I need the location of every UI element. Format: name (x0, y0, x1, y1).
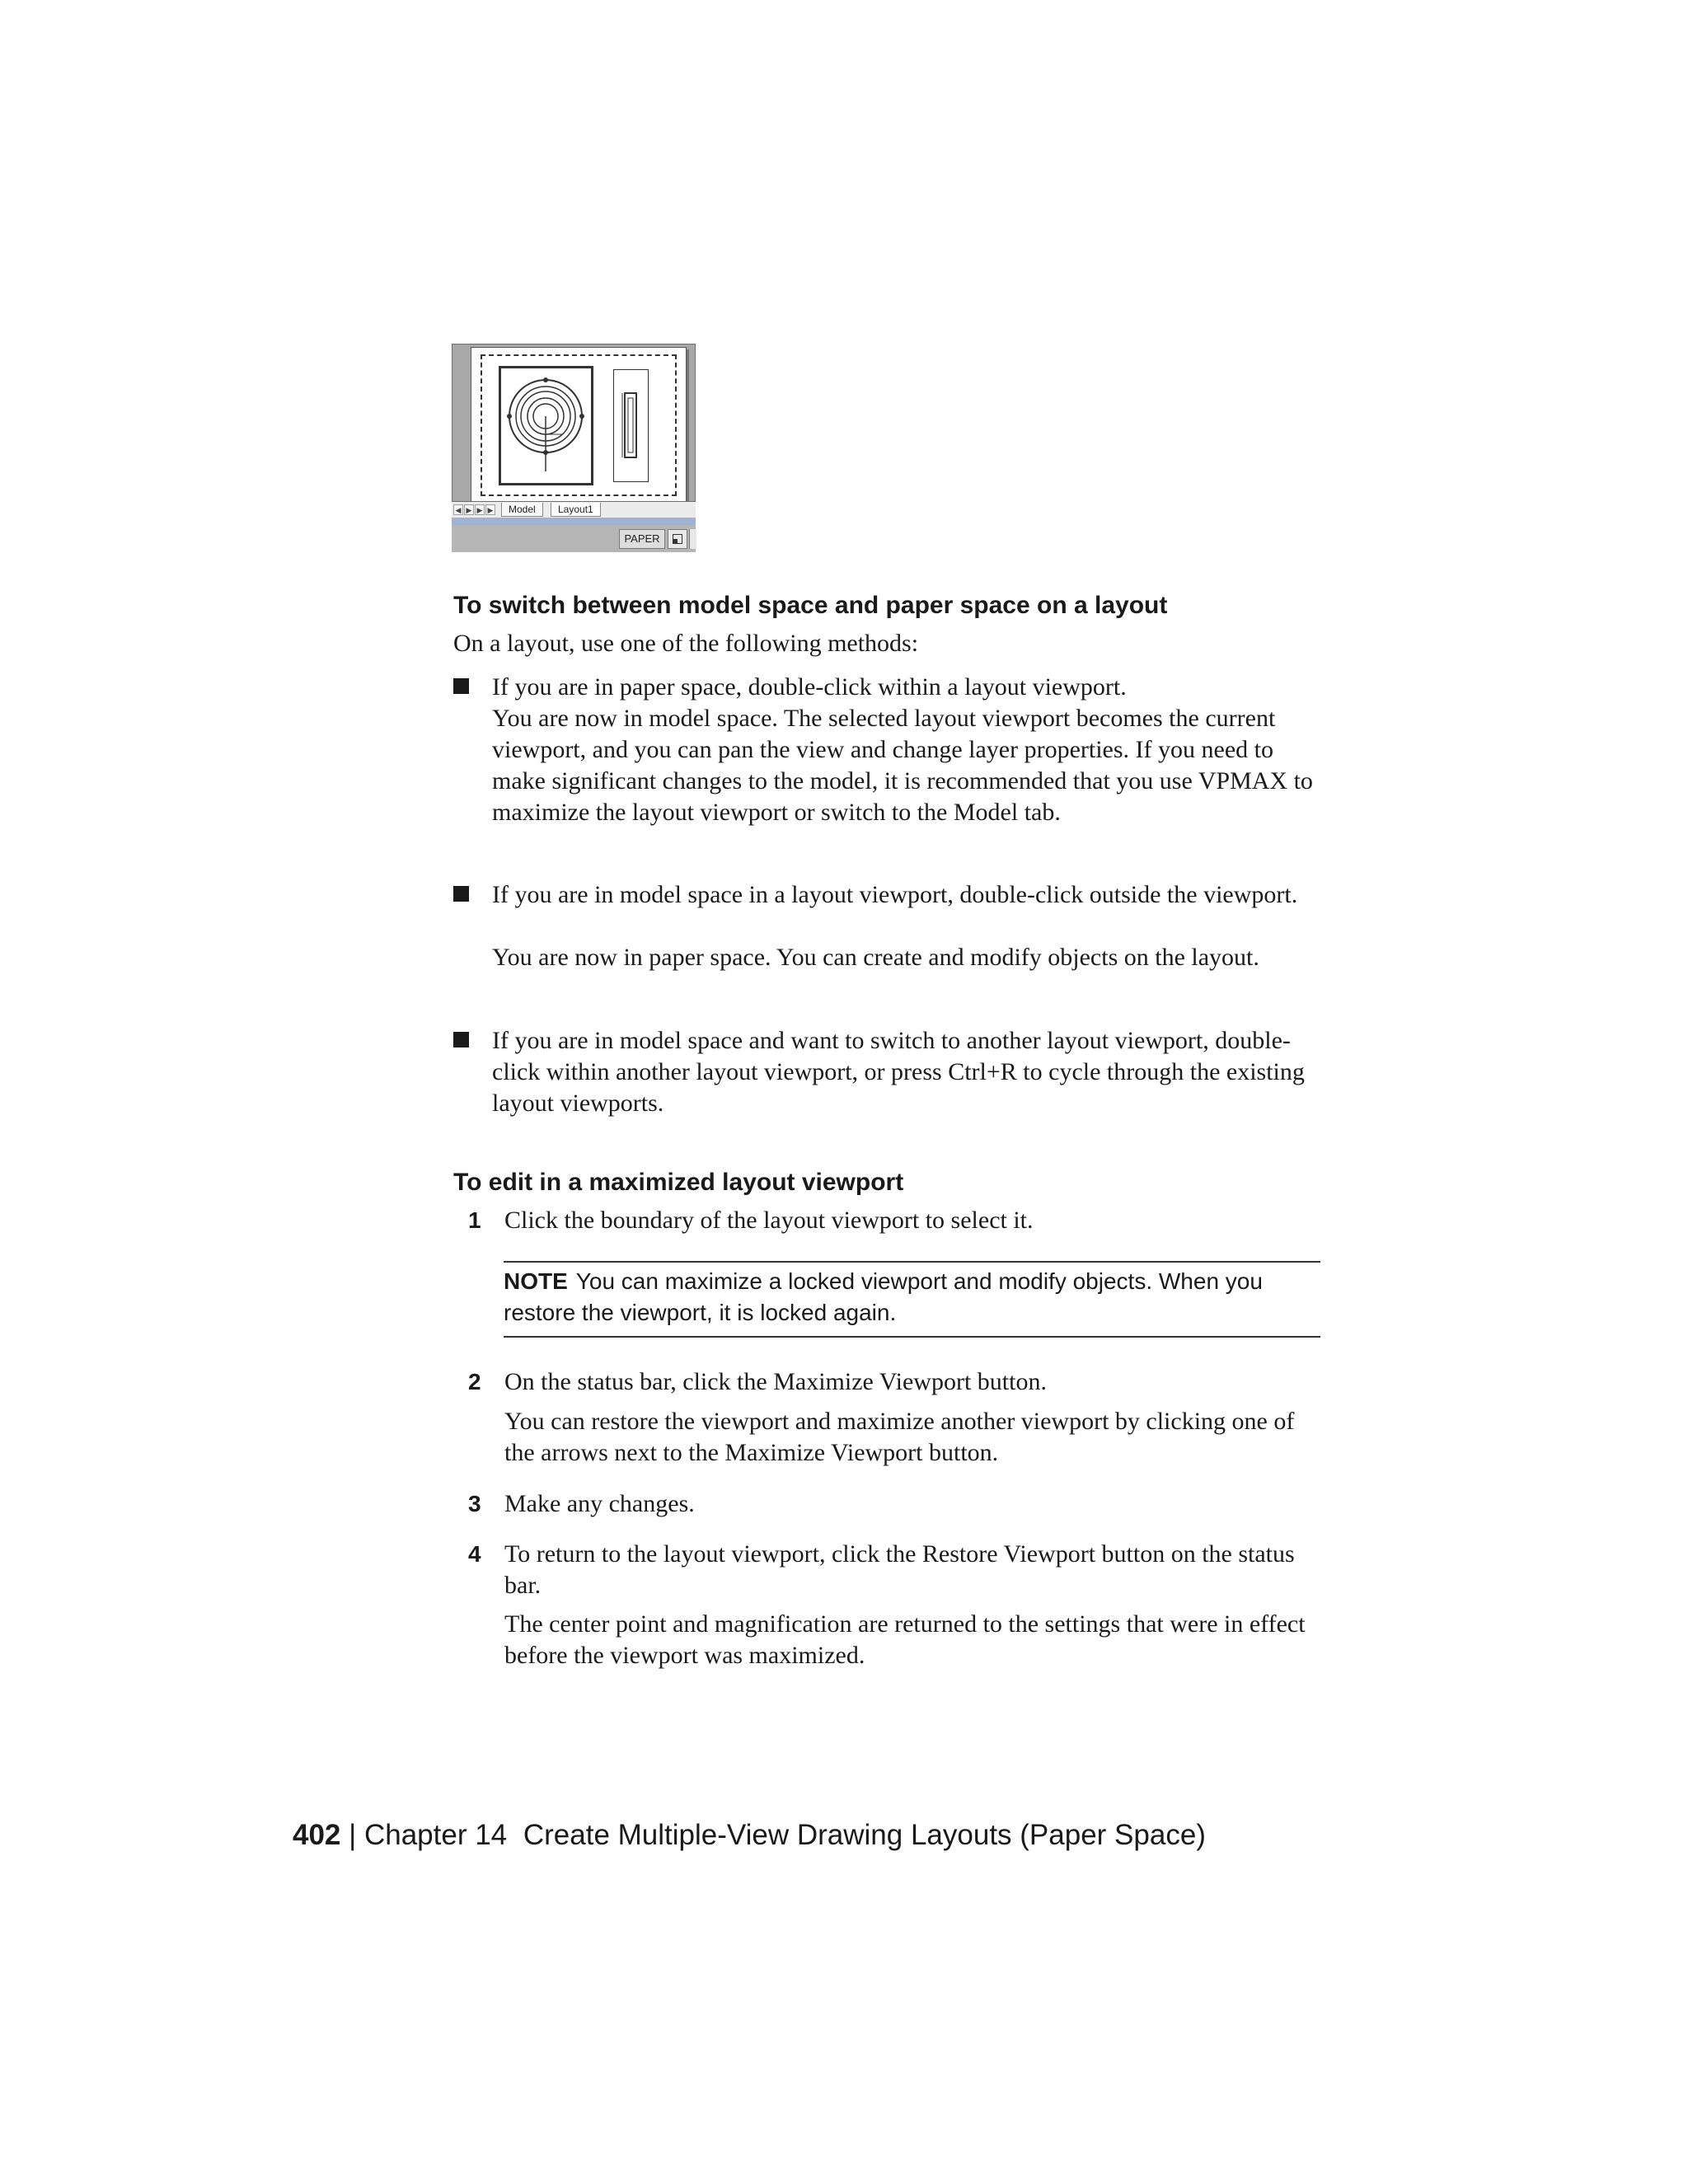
bullet-detail: You are now in paper space. You can create and modify objects on the layout. (492, 944, 1259, 971)
layout-canvas (452, 344, 696, 502)
step-text: Click the boundary of the layout viewport to select it. (504, 1207, 1034, 1234)
step-text: Make any changes. (504, 1490, 695, 1517)
bullet-lead: If you are in paper space, double-click within a layout viewport. (492, 673, 1127, 701)
page-footer (293, 1817, 1206, 1854)
layout-tab-bar (452, 502, 696, 518)
page-number: 402 (293, 1819, 341, 1851)
note-top-rule (504, 1261, 1320, 1263)
paper-space-button[interactable]: PAPER (619, 529, 665, 549)
section-intro: On a layout, use one of the following methods: (453, 630, 919, 657)
nav-last-icon[interactable]: ▶ (485, 504, 495, 515)
layout-viewport-main (499, 366, 593, 485)
step-number: 4 (468, 1541, 481, 1567)
step-detail: The center point and magnification are returned to the settings that were in effect before the viewport was maximized. (504, 1610, 1306, 1669)
step-number: 2 (468, 1369, 481, 1394)
bullet-square-icon (453, 1032, 469, 1047)
circular-part-drawing (501, 368, 591, 483)
status-bar (452, 525, 696, 552)
step-text: On the status bar, click the Maximize Viewport button. (504, 1368, 1047, 1395)
note-box (504, 1266, 1324, 1329)
footer-title: Create Multiple-View Drawing Layouts (Paper Space) (523, 1819, 1206, 1851)
bullet-square-icon (453, 678, 469, 694)
viewport-arrow-button[interactable] (689, 529, 696, 549)
note-body: You can maximize a locked viewport and modify objects. When you restore the viewport, it is locked again. (504, 1268, 1263, 1325)
layout-screenshot (452, 344, 696, 552)
step-number: 3 (468, 1491, 481, 1516)
bullet-detail: You are now in model space. The selected layout viewport becomes the current viewport, and you can pan the view and change layer properties. If you need to make significant changes to the model, it is recommended that you use VPMAX to maximize the layout viewport or switch to the Model tab. (492, 705, 1313, 826)
tab-layout1[interactable]: Layout1 (551, 503, 601, 517)
nav-first-icon[interactable]: ◀ (453, 504, 463, 515)
footer-chapter: Chapter 14 (363, 1819, 508, 1851)
note-bottom-rule (504, 1336, 1320, 1338)
note-label: NOTE (504, 1268, 568, 1294)
tab-model[interactable]: Model (501, 503, 543, 517)
bullet-lead: If you are in model space and want to switch to another layout viewport, double-click within another layout viewport, or press Ctrl+R to cycle through the existing layout viewports. (492, 1027, 1305, 1117)
step-number: 1 (468, 1207, 481, 1233)
side-part-drawing (614, 370, 648, 481)
step-text: To return to the layout viewport, click the Restore Viewport button on the status bar. (504, 1540, 1295, 1599)
bullet-lead: If you are in model space in a layout viewport, double-click outside the viewport. (492, 881, 1298, 908)
layout-viewport-side (613, 369, 649, 482)
maximize-viewport-icon[interactable] (668, 529, 687, 549)
section-heading-maximize: To edit in a maximized layout viewport (453, 1169, 904, 1196)
section-heading-switch: To switch between model space and paper space on a layout (453, 592, 1168, 619)
nav-next-icon[interactable]: ▶ (475, 504, 485, 515)
bullet-square-icon (453, 886, 469, 902)
paper-sheet (471, 347, 687, 502)
nav-prev-icon[interactable]: ▶ (464, 504, 474, 515)
command-line-strip (452, 518, 696, 525)
step-detail: You can restore the viewport and maximize another viewport by clicking one of the arrows next to the Maximize Viewport button. (504, 1408, 1295, 1466)
footer-separator: | (349, 1819, 357, 1851)
